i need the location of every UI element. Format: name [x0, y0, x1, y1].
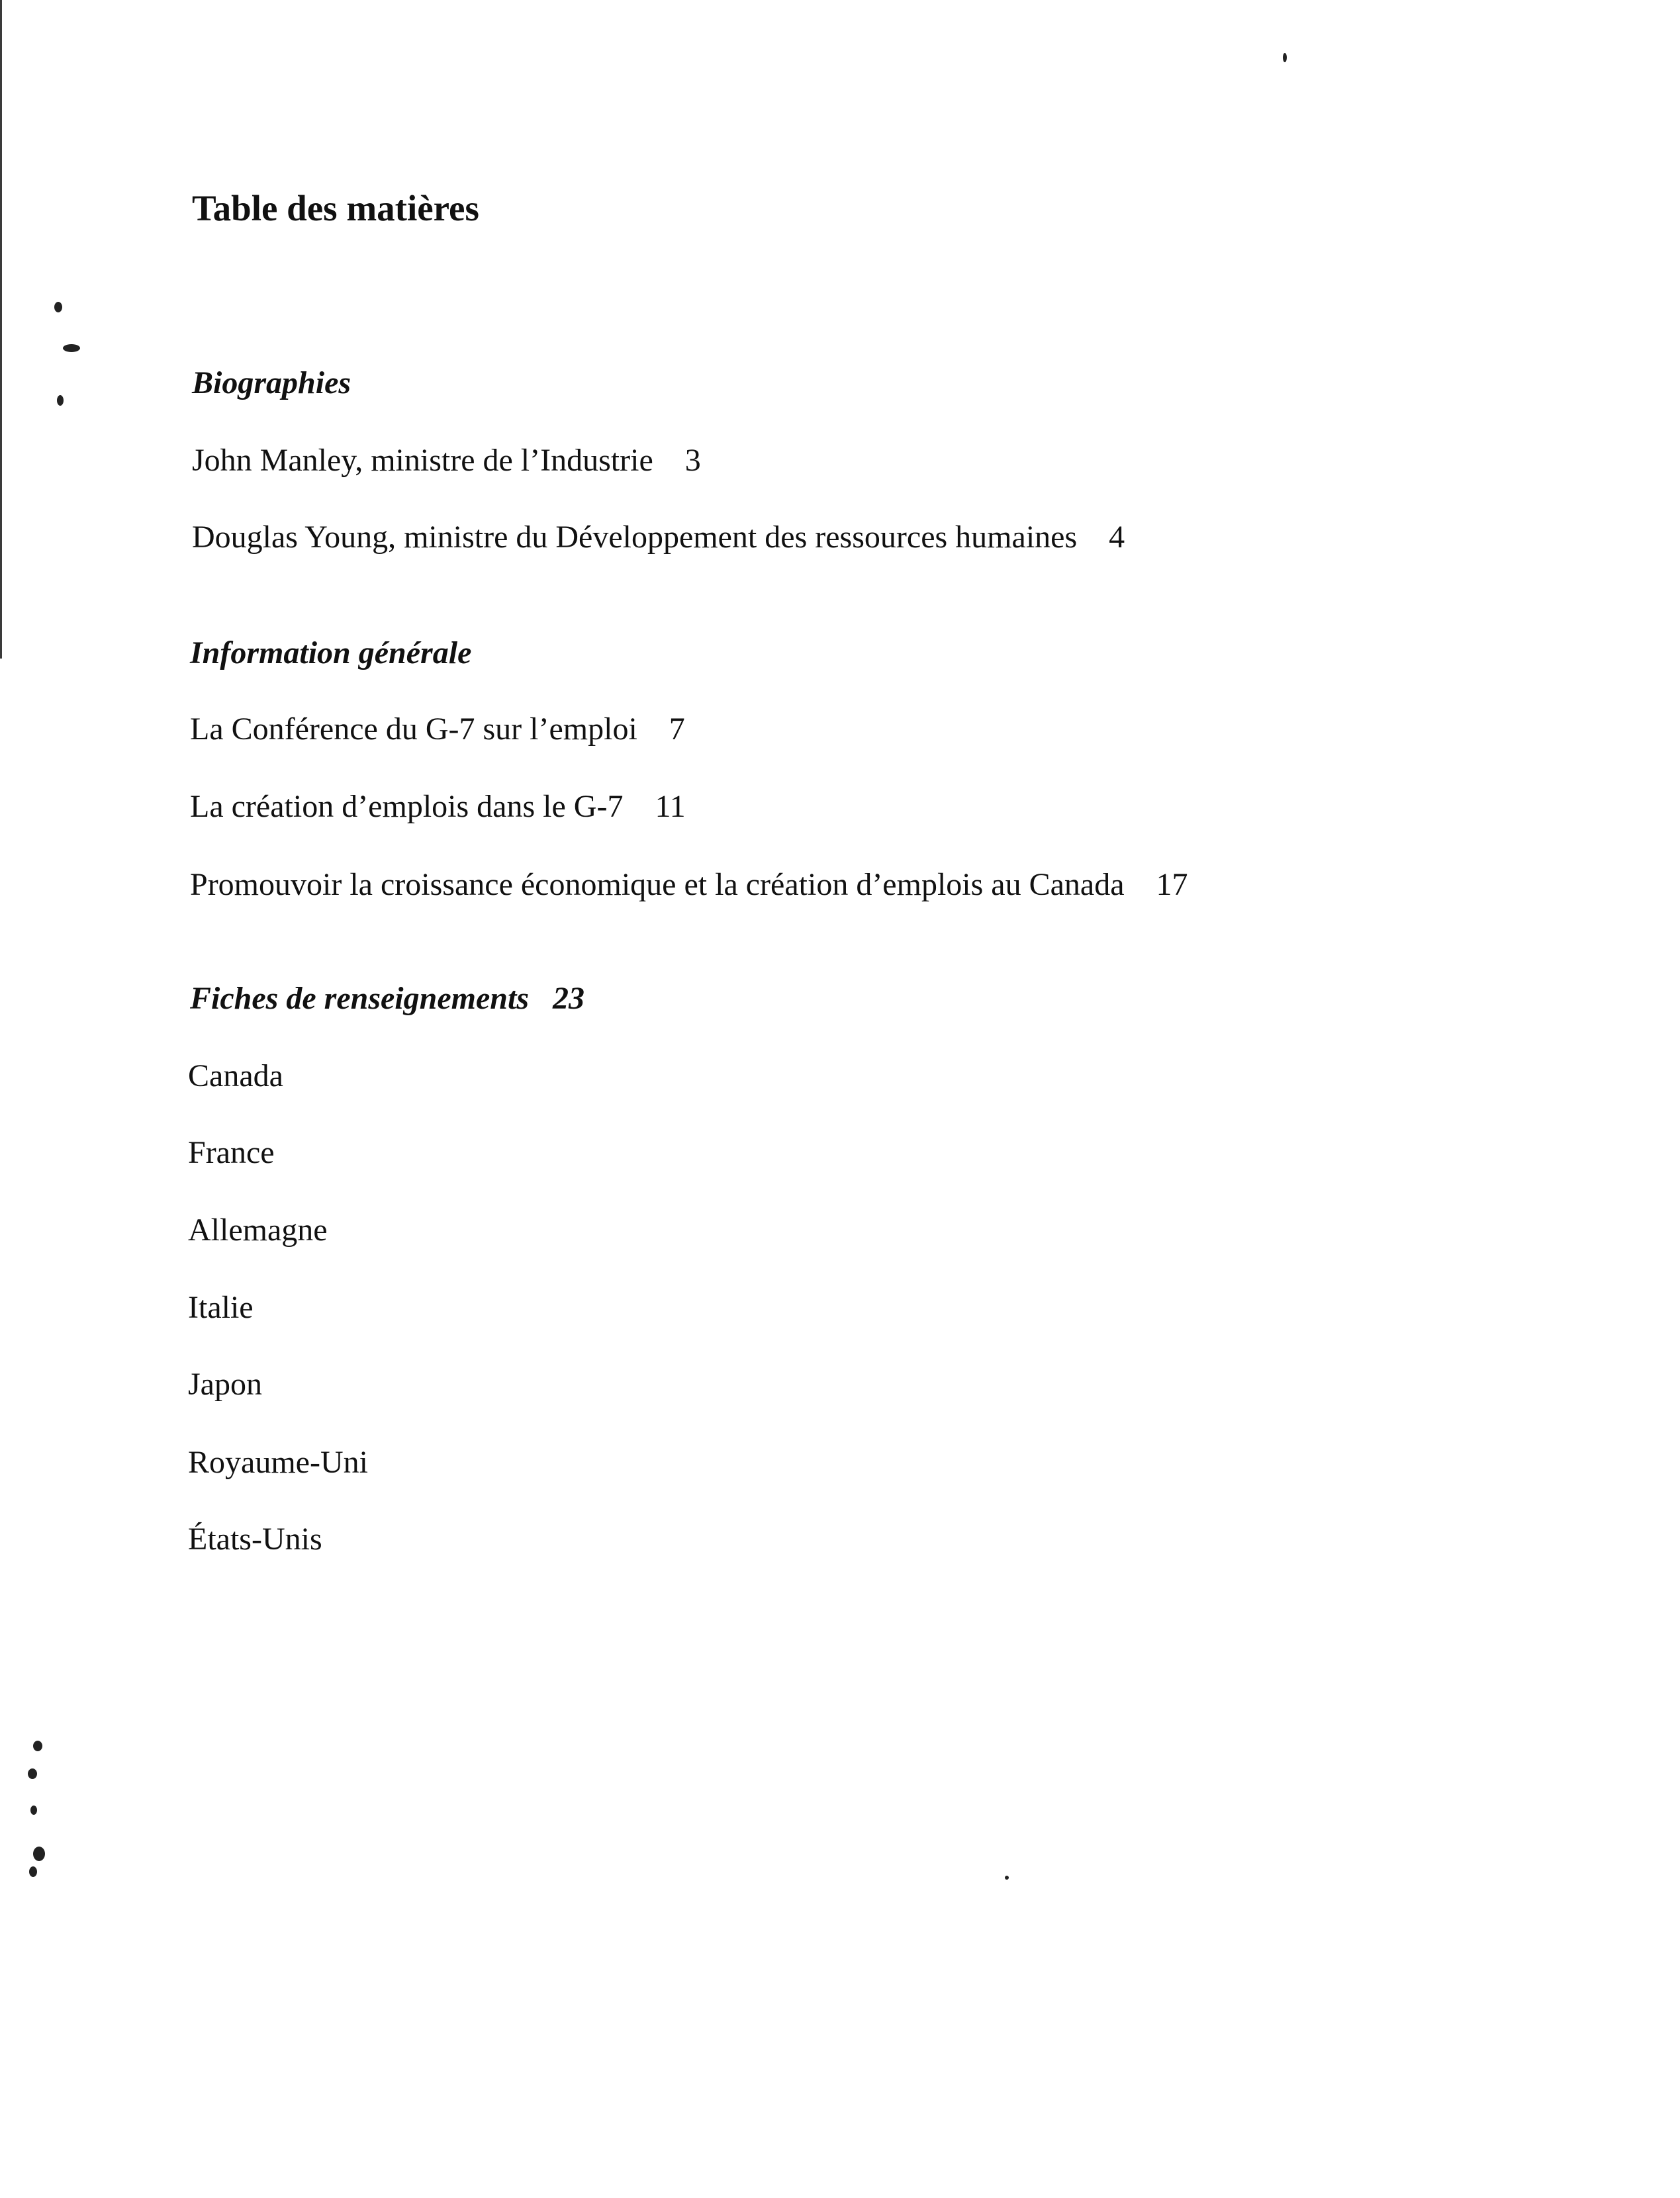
scan-speck	[33, 1741, 42, 1751]
toc-entry	[188, 1292, 254, 1324]
toc-entry	[192, 445, 701, 477]
section-heading-fiches-de-renseignements	[190, 983, 584, 1015]
section-heading-text: Fiches de renseignements	[190, 981, 529, 1016]
toc-entry-page: 17	[1156, 867, 1188, 902]
section-heading-text: Biographies	[192, 365, 351, 400]
toc-entry	[190, 791, 686, 823]
scan-speck	[1283, 53, 1287, 62]
toc-entry-text: Promouvoir la croissance économique et la création d’emplois au Canada	[190, 867, 1125, 902]
scan-speck	[1005, 1876, 1009, 1880]
toc-entry-text: Canada	[188, 1058, 283, 1093]
scan-speck	[63, 344, 80, 352]
toc-entry-page: 4	[1109, 520, 1125, 555]
toc-entry-text: Italie	[188, 1290, 254, 1325]
toc-entry-text: France	[188, 1135, 275, 1170]
section-heading-biographies	[192, 367, 351, 399]
scan-edge-rule	[0, 0, 2, 659]
toc-entry-text: Douglas Young, ministre du Développement des ressources humaines	[192, 520, 1078, 555]
toc-entry	[188, 1214, 328, 1246]
toc-entry-page: 7	[669, 711, 685, 747]
section-heading-text: Information générale	[190, 635, 472, 670]
section-heading-information-generale	[190, 637, 471, 669]
toc-entry-text: John Manley, ministre de l’Industrie	[192, 443, 653, 478]
toc-entry-page: 11	[655, 789, 686, 824]
toc-entry	[190, 869, 1188, 901]
toc-entry	[192, 522, 1125, 553]
page-title: Table des matières	[192, 188, 479, 228]
toc-entry-text: La création d’emplois dans le G-7	[190, 789, 624, 824]
toc-entry	[188, 1524, 322, 1555]
scan-speck	[57, 395, 64, 406]
toc-entry-text: La Conférence du G-7 sur l’emploi	[190, 711, 637, 747]
scan-speck	[33, 1847, 45, 1861]
toc-entry-text: États-Unis	[188, 1522, 322, 1557]
toc-entry	[188, 1447, 368, 1479]
scan-speck	[28, 1768, 37, 1779]
scan-speck	[54, 302, 62, 312]
scan-speck	[29, 1866, 37, 1877]
toc-entry	[188, 1369, 262, 1400]
toc-entry-text: Allemagne	[188, 1213, 328, 1248]
toc-entry	[188, 1137, 275, 1169]
toc-entry	[188, 1060, 283, 1092]
toc-entry-text: Japon	[188, 1367, 262, 1402]
section-heading-page: 23	[553, 981, 584, 1016]
toc-entry-text: Royaume-Uni	[188, 1445, 368, 1480]
toc-entry	[190, 713, 685, 745]
scan-speck	[30, 1806, 37, 1815]
toc-entry-page: 3	[684, 443, 701, 478]
